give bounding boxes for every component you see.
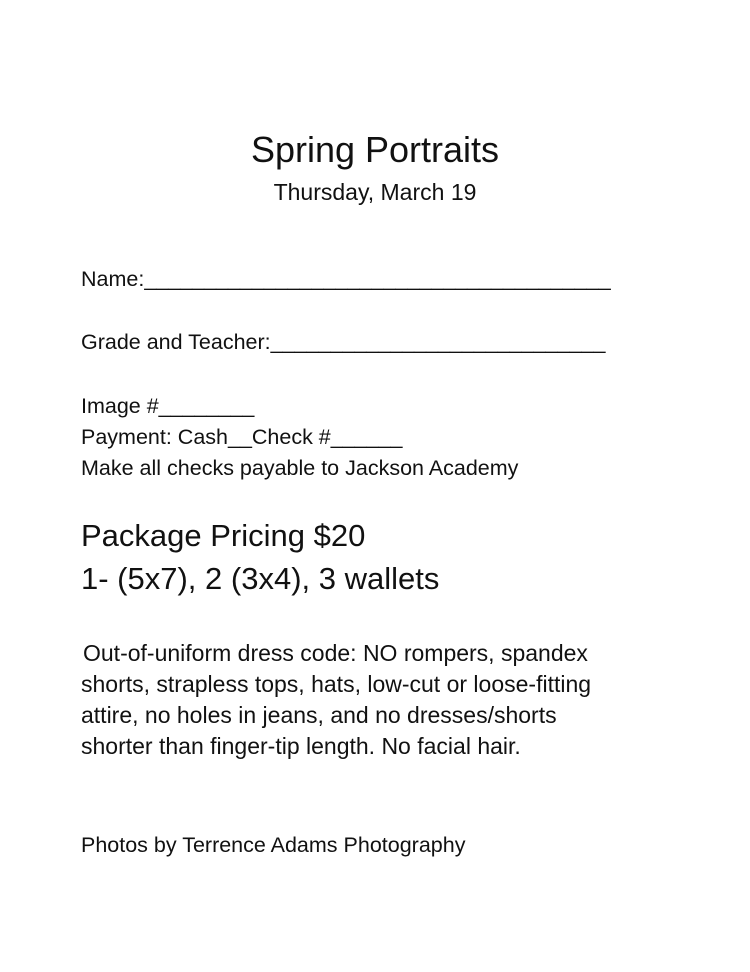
image-number-field-line: Image #________ (81, 394, 255, 418)
dress-code-line: shorter than finger-tip length. No facial hair. (81, 733, 521, 759)
dress-code-paragraph (81, 638, 681, 762)
checks-payable-note: Make all checks payable to Jackson Academy (81, 456, 519, 480)
name-field-line: Name:_______________________________________ (81, 267, 611, 291)
event-date: Thursday, March 19 (273, 179, 477, 205)
payment-field-line: Payment: Cash__Check #______ (81, 425, 403, 449)
package-contents: 1- (5x7), 2 (3x4), 3 wallets (81, 561, 440, 596)
package-pricing-heading: Package Pricing $20 (81, 518, 366, 553)
dress-code-line: Out-of-uniform dress code: NO rompers, spandex (83, 640, 588, 666)
dress-code-line: shorts, strapless tops, hats, low-cut or loose-fitting (81, 671, 592, 697)
grade-teacher-field-line: Grade and Teacher:____________________________ (81, 330, 606, 354)
page-title: Spring Portraits (250, 129, 500, 170)
dress-code-line: attire, no holes in jeans, and no dresses/shorts (81, 702, 557, 728)
photographer-credit: Photos by Terrence Adams Photography (81, 833, 466, 857)
